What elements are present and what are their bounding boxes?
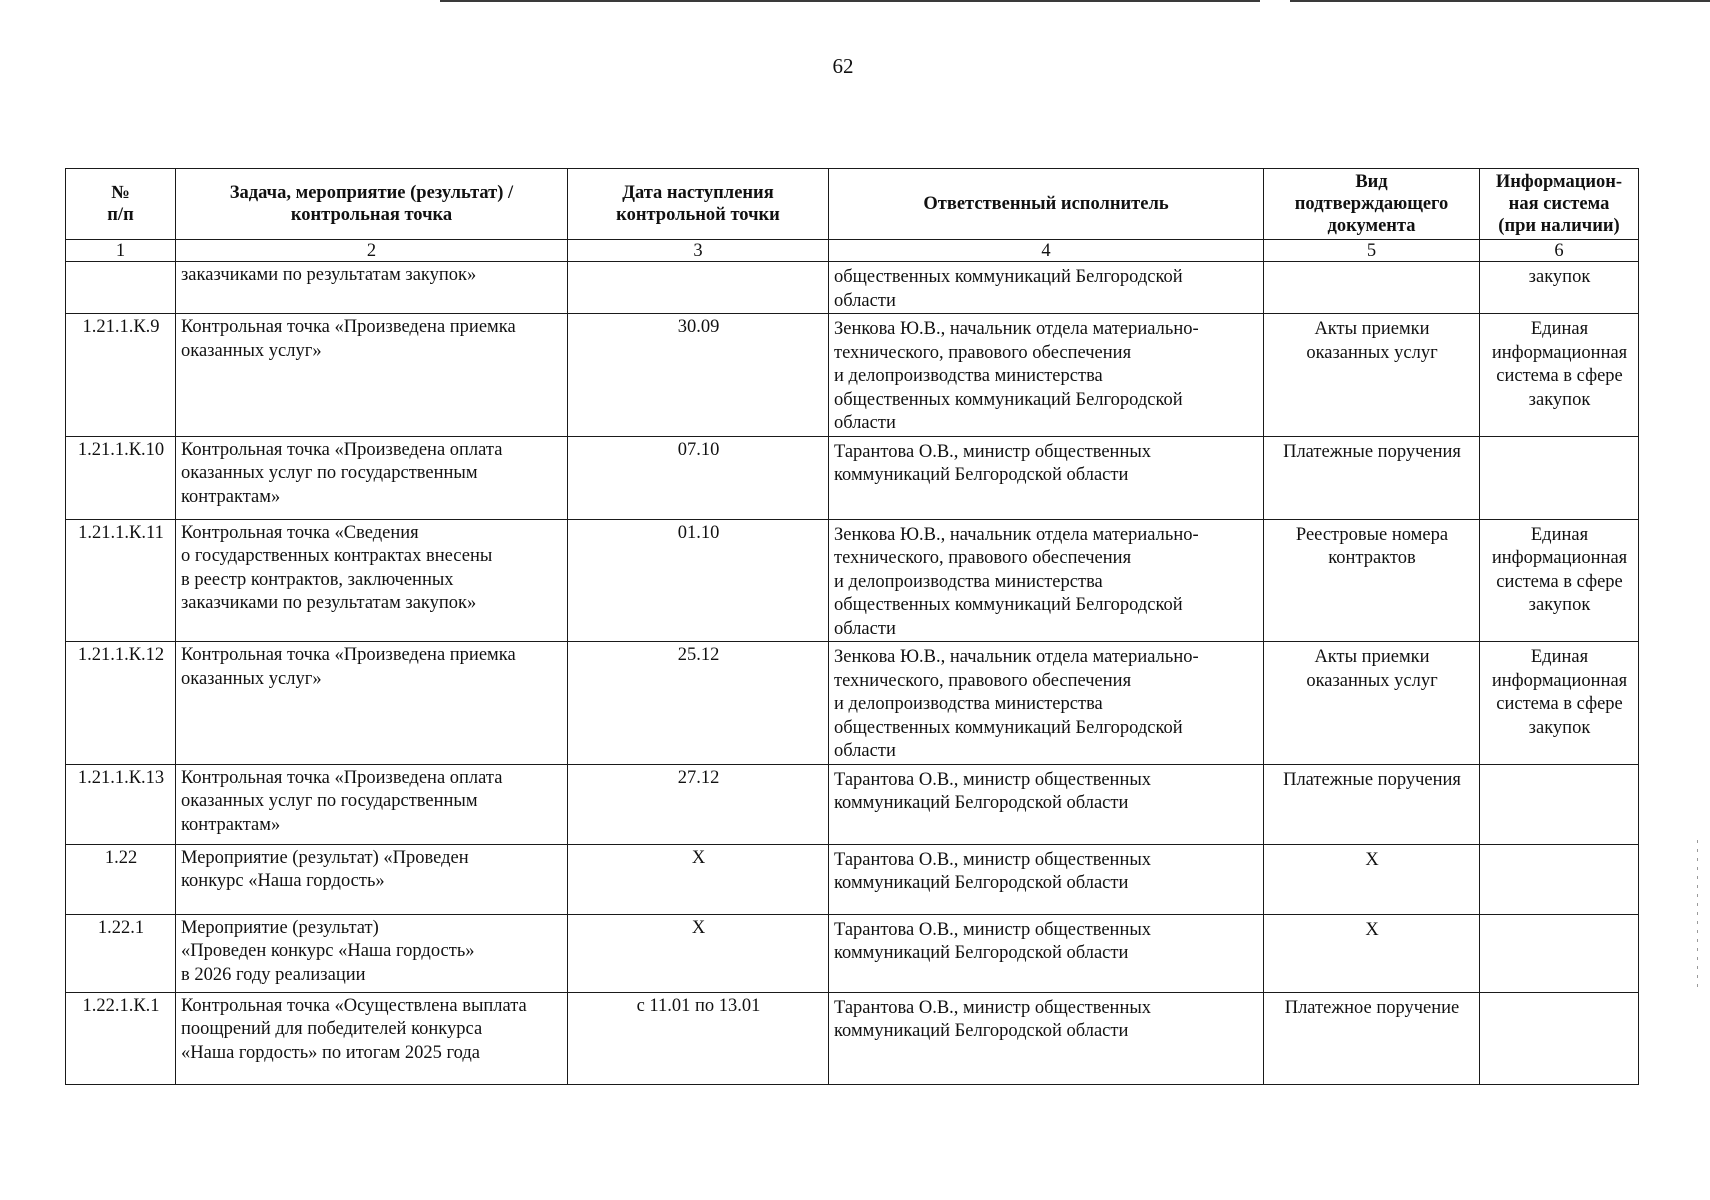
date-cell: 27.12: [568, 764, 829, 844]
header-row: [66, 169, 1639, 240]
document-type-cell: Х: [1264, 844, 1480, 914]
header-cell: Дата наступления контрольной точки: [568, 169, 829, 240]
table-row: [66, 314, 1639, 437]
table-row: [66, 642, 1639, 765]
task-cell: заказчиками по результатам закупок»: [176, 262, 568, 314]
info-system-cell: Единая информационная система в сфере закупок: [1480, 642, 1639, 765]
document-type-cell: Платежное поручение: [1264, 992, 1480, 1084]
task-cell: Мероприятие (результат) «Проведен конкурс «Наша гордость»: [176, 844, 568, 914]
date-cell: с 11.01 по 13.01: [568, 992, 829, 1084]
document-type-cell: Реестровые номера контрактов: [1264, 519, 1480, 642]
row-number-cell: 1.21.1.К.13: [66, 764, 176, 844]
task-cell: Контрольная точка «Произведена приемка оказанных услуг»: [176, 314, 568, 437]
task-cell: Мероприятие (результат) «Проведен конкурс «Наша гордость» в 2026 году реализации: [176, 914, 568, 992]
task-cell: Контрольная точка «Произведена оплата оказанных услуг по государственным контрактам»: [176, 436, 568, 519]
info-system-cell: Единая информационная система в сфере закупок: [1480, 519, 1639, 642]
column-number-cell: 5: [1264, 240, 1480, 262]
column-number-cell: 4: [829, 240, 1264, 262]
task-cell: Контрольная точка «Произведена приемка оказанных услуг»: [176, 642, 568, 765]
document-type-cell: Акты приемки оказанных услуг: [1264, 314, 1480, 437]
table-row: [66, 914, 1639, 992]
document-type-cell: Х: [1264, 914, 1480, 992]
table-body: [66, 262, 1639, 1085]
executor-cell: Тарантова О.В., министр общественных коммуникаций Белгородской области: [829, 764, 1264, 844]
page-number: 62: [832, 54, 854, 78]
document-type-cell: Платежные поручения: [1264, 436, 1480, 519]
scan-edge-line-right: [1290, 0, 1710, 2]
executor-cell: общественных коммуникаций Белгородской области: [829, 262, 1264, 314]
date-cell: 07.10: [568, 436, 829, 519]
date-cell: 01.10: [568, 519, 829, 642]
table-row: [66, 436, 1639, 519]
control-points-table: [65, 168, 1639, 1085]
document-type-cell: Акты приемки оказанных услуг: [1264, 642, 1480, 765]
column-number-cell: 1: [66, 240, 176, 262]
table-row: [66, 519, 1639, 642]
date-cell: 30.09: [568, 314, 829, 437]
document-type-cell: Платежные поручения: [1264, 764, 1480, 844]
row-number-cell: 1.22.1.К.1: [66, 992, 176, 1084]
executor-cell: Зенкова Ю.В., начальник отдела материально- технического, правового обеспечения и делопроизводства министерства общественных коммуникаций Белгородской области: [829, 314, 1264, 437]
task-cell: Контрольная точка «Осуществлена выплата поощрений для победителей конкурса «Наша гордость» по итогам 2025 года: [176, 992, 568, 1084]
scan-margin-marks: [1697, 840, 1698, 990]
info-system-cell: [1480, 844, 1639, 914]
executor-cell: Зенкова Ю.В., начальник отдела материально- технического, правового обеспечения и делопроизводства министерства общественных коммуникаций Белгородской области: [829, 519, 1264, 642]
info-system-cell: [1480, 992, 1639, 1084]
column-number-cell: 6: [1480, 240, 1639, 262]
header-cell: № п/п: [66, 169, 176, 240]
executor-cell: Тарантова О.В., министр общественных коммуникаций Белгородской области: [829, 914, 1264, 992]
column-number-cell: 3: [568, 240, 829, 262]
row-number-cell: 1.21.1.К.11: [66, 519, 176, 642]
row-number-cell: 1.22: [66, 844, 176, 914]
date-cell: 25.12: [568, 642, 829, 765]
task-cell: Контрольная точка «Произведена оплата оказанных услуг по государственным контрактам»: [176, 764, 568, 844]
column-number-cell: 2: [176, 240, 568, 262]
info-system-cell: Единая информационная система в сфере закупок: [1480, 314, 1639, 437]
header-cell: Задача, мероприятие (результат) / контрольная точка: [176, 169, 568, 240]
row-number-cell: 1.21.1.К.9: [66, 314, 176, 437]
info-system-cell: закупок: [1480, 262, 1639, 314]
table-row: [66, 764, 1639, 844]
info-system-cell: [1480, 764, 1639, 844]
date-cell: Х: [568, 844, 829, 914]
row-number-cell: 1.21.1.К.12: [66, 642, 176, 765]
row-number-cell: [66, 262, 176, 314]
table-row: [66, 262, 1639, 314]
header-cell: Информацион- ная система (при наличии): [1480, 169, 1639, 240]
header-cell: Ответственный исполнитель: [829, 169, 1264, 240]
document-type-cell: [1264, 262, 1480, 314]
task-cell: Контрольная точка «Сведения о государственных контрактах внесены в реестр контрактов, заключенных заказчиками по результатам закупок»: [176, 519, 568, 642]
column-number-row: [66, 240, 1639, 262]
executor-cell: Тарантова О.В., министр общественных коммуникаций Белгородской области: [829, 992, 1264, 1084]
info-system-cell: [1480, 914, 1639, 992]
date-cell: [568, 262, 829, 314]
date-cell: Х: [568, 914, 829, 992]
row-number-cell: 1.22.1: [66, 914, 176, 992]
header-cell: Вид подтверждающего документа: [1264, 169, 1480, 240]
scan-edge-line: [440, 0, 1260, 2]
info-system-cell: [1480, 436, 1639, 519]
executor-cell: Зенкова Ю.В., начальник отдела материально- технического, правового обеспечения и делопроизводства министерства общественных коммуникаций Белгородской области: [829, 642, 1264, 765]
executor-cell: Тарантова О.В., министр общественных коммуникаций Белгородской области: [829, 844, 1264, 914]
table-row: [66, 844, 1639, 914]
table-row: [66, 992, 1639, 1084]
row-number-cell: 1.21.1.К.10: [66, 436, 176, 519]
executor-cell: Тарантова О.В., министр общественных коммуникаций Белгородской области: [829, 436, 1264, 519]
